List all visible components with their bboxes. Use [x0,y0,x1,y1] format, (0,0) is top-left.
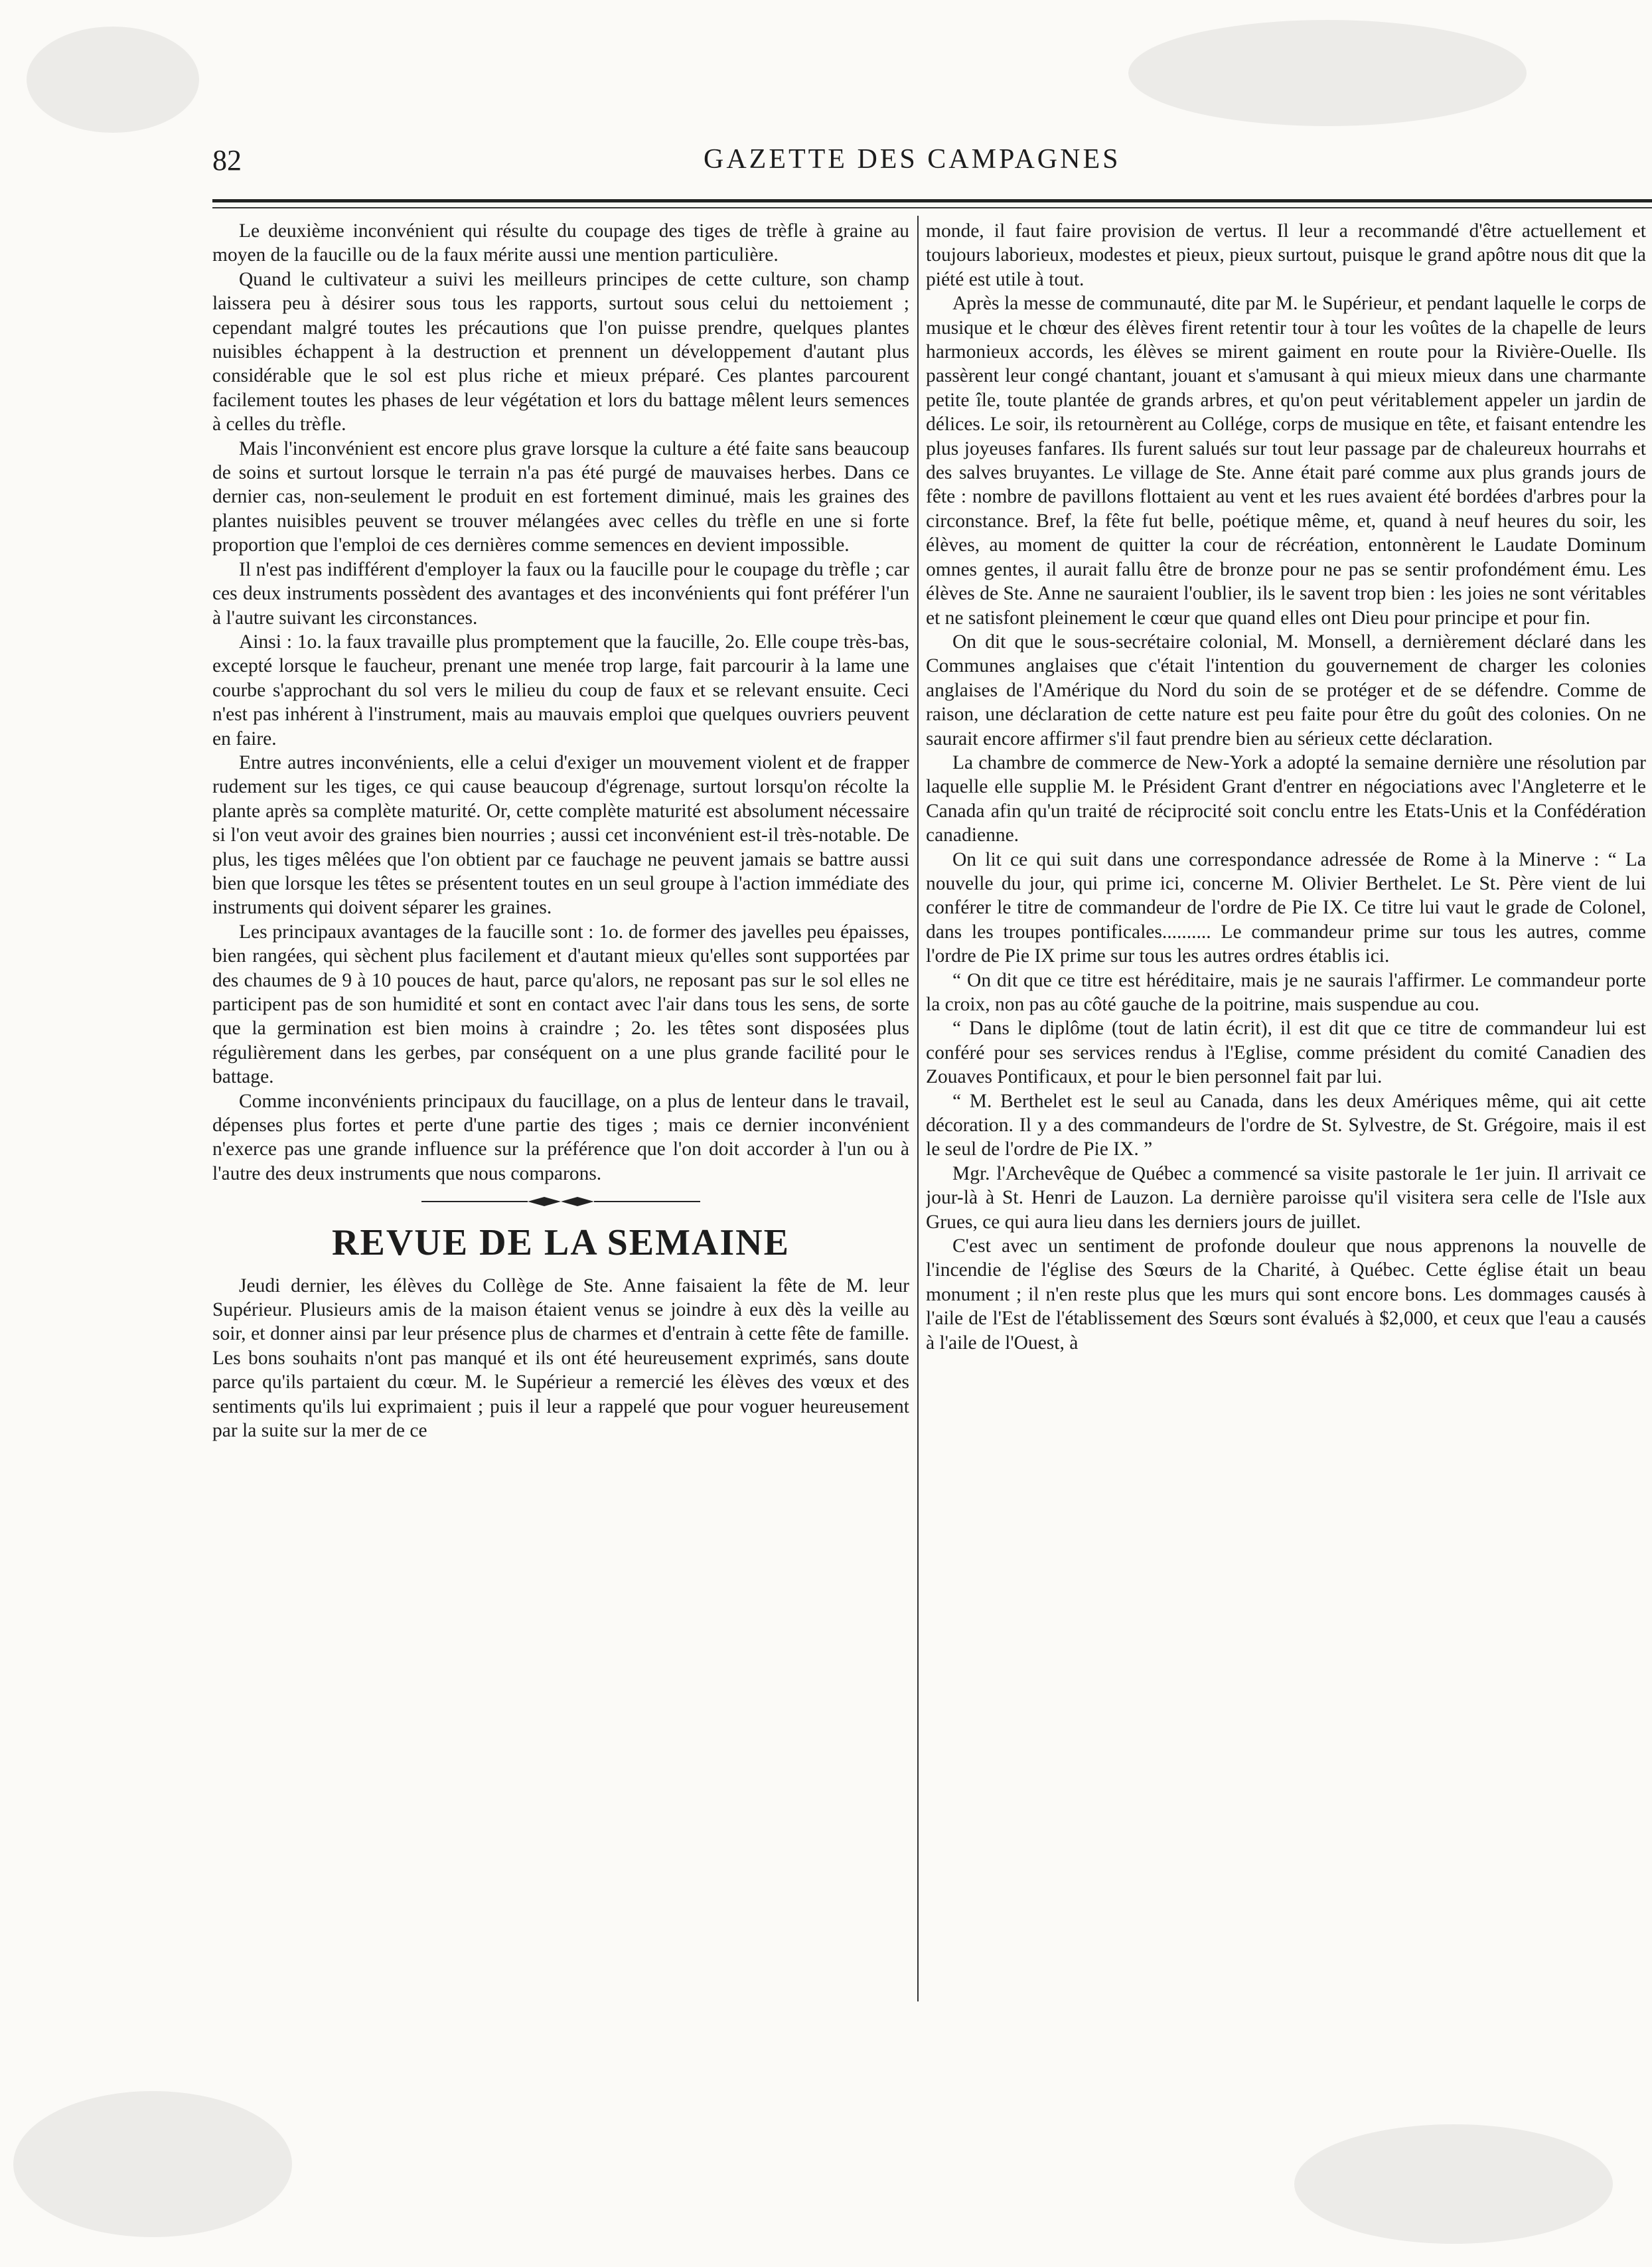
article-paragraph: “ On dit que ce titre est héréditaire, mais je ne saurais l'affirmer. Le commandeur porte la croix, non pas au côté gauche de la poitrine, mais suspendue au cou. [926,969,1646,1015]
article-paragraph: Après la messe de communauté, dite par M. le Supérieur, et pendant laquelle le corps de musique et le chœur des élèves firent retentir tour à tour les voûtes de la chapelle de leurs harmonieux accords, les élèves se mirent gaiment en route pour la Rivière-Ouelle. Ils passèrent leur congé chantant, jouant et s'amusant à qui mieux mieux dans une charmante petite île, toute plantée de grands arbres, et qu'on peut véritablement appeler un jardin de délices. Le soir, ils retournèrent au Collége, corps de musique en tête, et faisant entendre les plus joyeuses fanfares. Ils furent salués sur tout leur passage par de chaleureux hourrahs et des salves bruyantes. Le village de Ste. Anne était paré comme aux plus grands jours de fête : nombre de pavillons flottaient au vent et les rues avaient été bordées d'arbres pour la circonstance. Bref, la fête fut belle, poétique même, et, quand à neuf heures du soir, les élèves, au moment de quitter la cour de récréation, entonnèrent le Laudate Dominum omnes gentes, il aurait fallu être de bronze pour ne pas se sentir profondément ému. Les élèves de Ste. Anne ne sauraient l'oublier, ils le savent trop bien : les joies ne sont véritables et ne satisfont pleinement le cœur que quand elles ont Dieu pour principe et pour fin. [926,293,1646,629]
journal-title: GAZETTE DES CAMPAGNES [704,144,1121,175]
page-number: 82 [212,144,242,177]
article-paragraph: “ M. Berthelet est le seul au Canada, dans les deux Amériques même, qui ait cette décoration. Il y a des commandeurs de l'ordre de St. Sylvestre, de St. Grégoire, mais il est le seul de l'ordre de Pie IX. ” [926,1090,1646,1160]
article-paragraph: C'est avec un sentiment de profonde douleur que nous apprenons la nouvelle de l'incendie de l'église des Sœurs de la Charité, à Québec. Cette église était un beau monument ; il n'en reste plus que les murs qui sont encore bons. Les dommages causés à l'aile de l'Est de l'établissement des Sœurs sont évalués à $2,000, et ceux que l'eau a causés à l'aile de l'Ouest, à [926,1235,1646,1354]
paper-speckle [13,2091,292,2237]
section-title: REVUE DE LA SEMAINE [332,1221,790,1263]
article-paragraph: Les principaux avantages de la faucille sont : 1o. de former des javelles peu épaisses, bien rangées, qui sèchent plus facilement et d'autant mieux qu'elles sont supportées par des chaumes de 9 à 10 pouces de haut, parce qu'alors, ne reposant pas sur le sol elles ne participent pas de son humidité et sont en contact avec l'air dans tous les sens, de sorte que la germination est bien moins à craindre ; 2o. les têtes sont disposées plus régulièrement dans les gerbes, par conséquent on a une plus grande facilité pour le battage. [212,921,909,1088]
page-header [199,133,1460,177]
article-paragraph: Comme inconvénients principaux du faucillage, on a plus de lenteur dans le travail, dépenses plus fortes et perte d'une partie des tiges ; mais ce dernier inconvénient n'exerce pas une grande influence sur la préférence que l'on doit accorder à l'un ou à l'autre des deux instruments que nous comparons. [212,1090,909,1184]
article-paragraph: Quand le cultivateur a suivi les meilleurs principes de cette culture, son champ laissera peu à désirer sous tous les rapports, surtout sous celui du nettoiement ; cependant malgré toutes les précautions que l'on puisse prendre, quelques plantes nuisibles échappent à la destruction et prennent un développement d'autant plus considérable que le sol est plus riche et mieux préparé. Ces plantes parcourent facilement toutes les phases de leur végétation et lors du battage mêlent leurs semences à celles du trèfle. [212,268,909,435]
header-rule-thin [212,207,1652,208]
right-column [926,219,1646,1998]
article-paragraph: On lit ce qui suit dans une correspondance adressée de Rome à la Minerve : “ La nouvelle du jour, qui prime ici, concerne M. Olivier Berthelet. Le St. Père vient de lui conférer le titre de commandeur de l'ordre de Pie IX. Ce titre lui vaut le grade de Colonel, dans les troupes pontificales.......... Le commandeur prime sur tous les autres, comme l'ordre de Pie IX prime sur tous les autres ordres établis ici. [926,848,1646,967]
paper-speckle [1128,20,1527,126]
paper-speckle [27,27,199,133]
article-paragraph: Il n'est pas indifférent d'employer la faux ou la faucille pour le coupage du trèfle ; car ces deux instruments possèdent des avantages et des inconvénients qui font préférer l'un à l'autre suivant les circonstances. [212,558,909,629]
article-paragraph: Mais l'inconvénient est encore plus grave lorsque la culture a été faite sans beaucoup de soins et surtout lorsque le terrain n'a pas été purgé de mauvaises herbes. Dans ce dernier cas, non-seulement le produit en est fortement diminué, mais les graines des plantes nuisibles peuvent se trouver mélangées avec celles du trèfle en une si forte proportion que l'emploi de ces dernières comme semences en devient impossible. [212,437,909,556]
left-column [212,219,909,1998]
article-paragraph: Mgr. l'Archevêque de Québec a commencé sa visite pastorale le 1er juin. Il arrivait ce jour-là à St. Henri de Lauzon. La dernière paroisse qu'il visitera sera celle de l'Isle aux Grues, ce qui aura lieu dans les derniers jours de juillet. [926,1162,1646,1233]
article-paragraph: “ Dans le diplôme (tout de latin écrit), il est dit que ce titre de commandeur lui est conféré pour ses services rendus à l'Eglise, comme président du comité Canadien des Zouaves Pontificaux, et pour le bien personnel fait par lui. [926,1018,1646,1088]
article-paragraph: Jeudi dernier, les élèves du Collège de Ste. Anne faisaient la fête de M. leur Supérieur. Plusieurs amis de la maison étaient venus se joindre à eux dès la veille au soir, et donner ainsi par leur présence plus de charmes et d'entrain à cette fête de famille. Les bons souhaits n'ont pas manqué et ils ont été heureusement exprimés, sans doute parce qu'ils partaient du cœur. M. le Supérieur a remercié les élèves des vœux et des sentiments qu'ils lui exprimaient ; puis il leur a rappelé que pour voguer heureusement par la suite sur la mer de ce [212,1275,909,1442]
article-paragraph: monde, il faut faire provision de vertus. Il leur a recommandé d'être actuellement et toujours laborieux, modestes et pieux, pieux surtout, puisque le grand apôtre nous dit que la piété est utile à tout. [926,220,1646,290]
article-paragraph: On dit que le sous-secrétaire colonial, M. Monsell, a dernièrement déclaré dans les Communes anglaises que c'était l'intention du gouvernement de charger les colonies anglaises de l'Amérique du Nord du soin de se protéger et de se défendre. Comme de raison, une déclaration de cette nature est peu faite pour être du goût des colonies. On ne saurait encore affirmer s'il faut prendre bien au sérieux cette déclaration. [926,631,1646,749]
paper-speckle [1294,2124,1613,2244]
section-ornament [212,1192,909,1216]
article-paragraph: Le deuxième inconvénient qui résulte du coupage des tiges de trèfle à graine au moyen de la faucille ou de la faux mérite aussi une mention particulière. [212,220,909,266]
header-rule-thick [212,199,1652,202]
article-paragraph: La chambre de commerce de New-York a adopté la semaine dernière une résolution par laquelle elle supplie M. le Président Grant d'entrer en négociations avec l'Angleterre et le Canada afin qu'un traité de réciprocité soit conclu entre les Etats-Unis et la Confédération canadienne. [926,751,1646,846]
column-divider [917,216,919,2001]
article-paragraph: Entre autres inconvénients, elle a celui d'exiger un mouvement violent et de frapper rudement sur les tiges, ce qui cause beaucoup d'égrenage, surtout lorsqu'on récolte la plante après sa complète maturité. Or, cette complète maturité est absolument nécessaire si l'on veut avoir des graines bien nourries ; aussi cet inconvénient est-il très-notable. De plus, les tiges mêlées que l'on obtient par ce fauchage ne peuvent jamais se battre aussi bien que lorsque les têtes se présentent toutes en un seul groupe à l'action immédiate des instruments qui doivent séparer les graines. [212,751,909,919]
article-paragraph: Ainsi : 1o. la faux travaille plus promptement que la faucille, 2o. Elle coupe très-bas, excepté lorsque le faucheur, prenant une menée trop large, fait parcourir à la lame une courbe s'approchant du sol vers le milieu du coup de faux et se relevant ensuite. Ceci n'est pas inhérent à l'instrument, mais au mauvais emploi que quelques ouvriers peuvent en faire. [212,631,909,749]
ornament-divider-icon [421,1194,700,1209]
